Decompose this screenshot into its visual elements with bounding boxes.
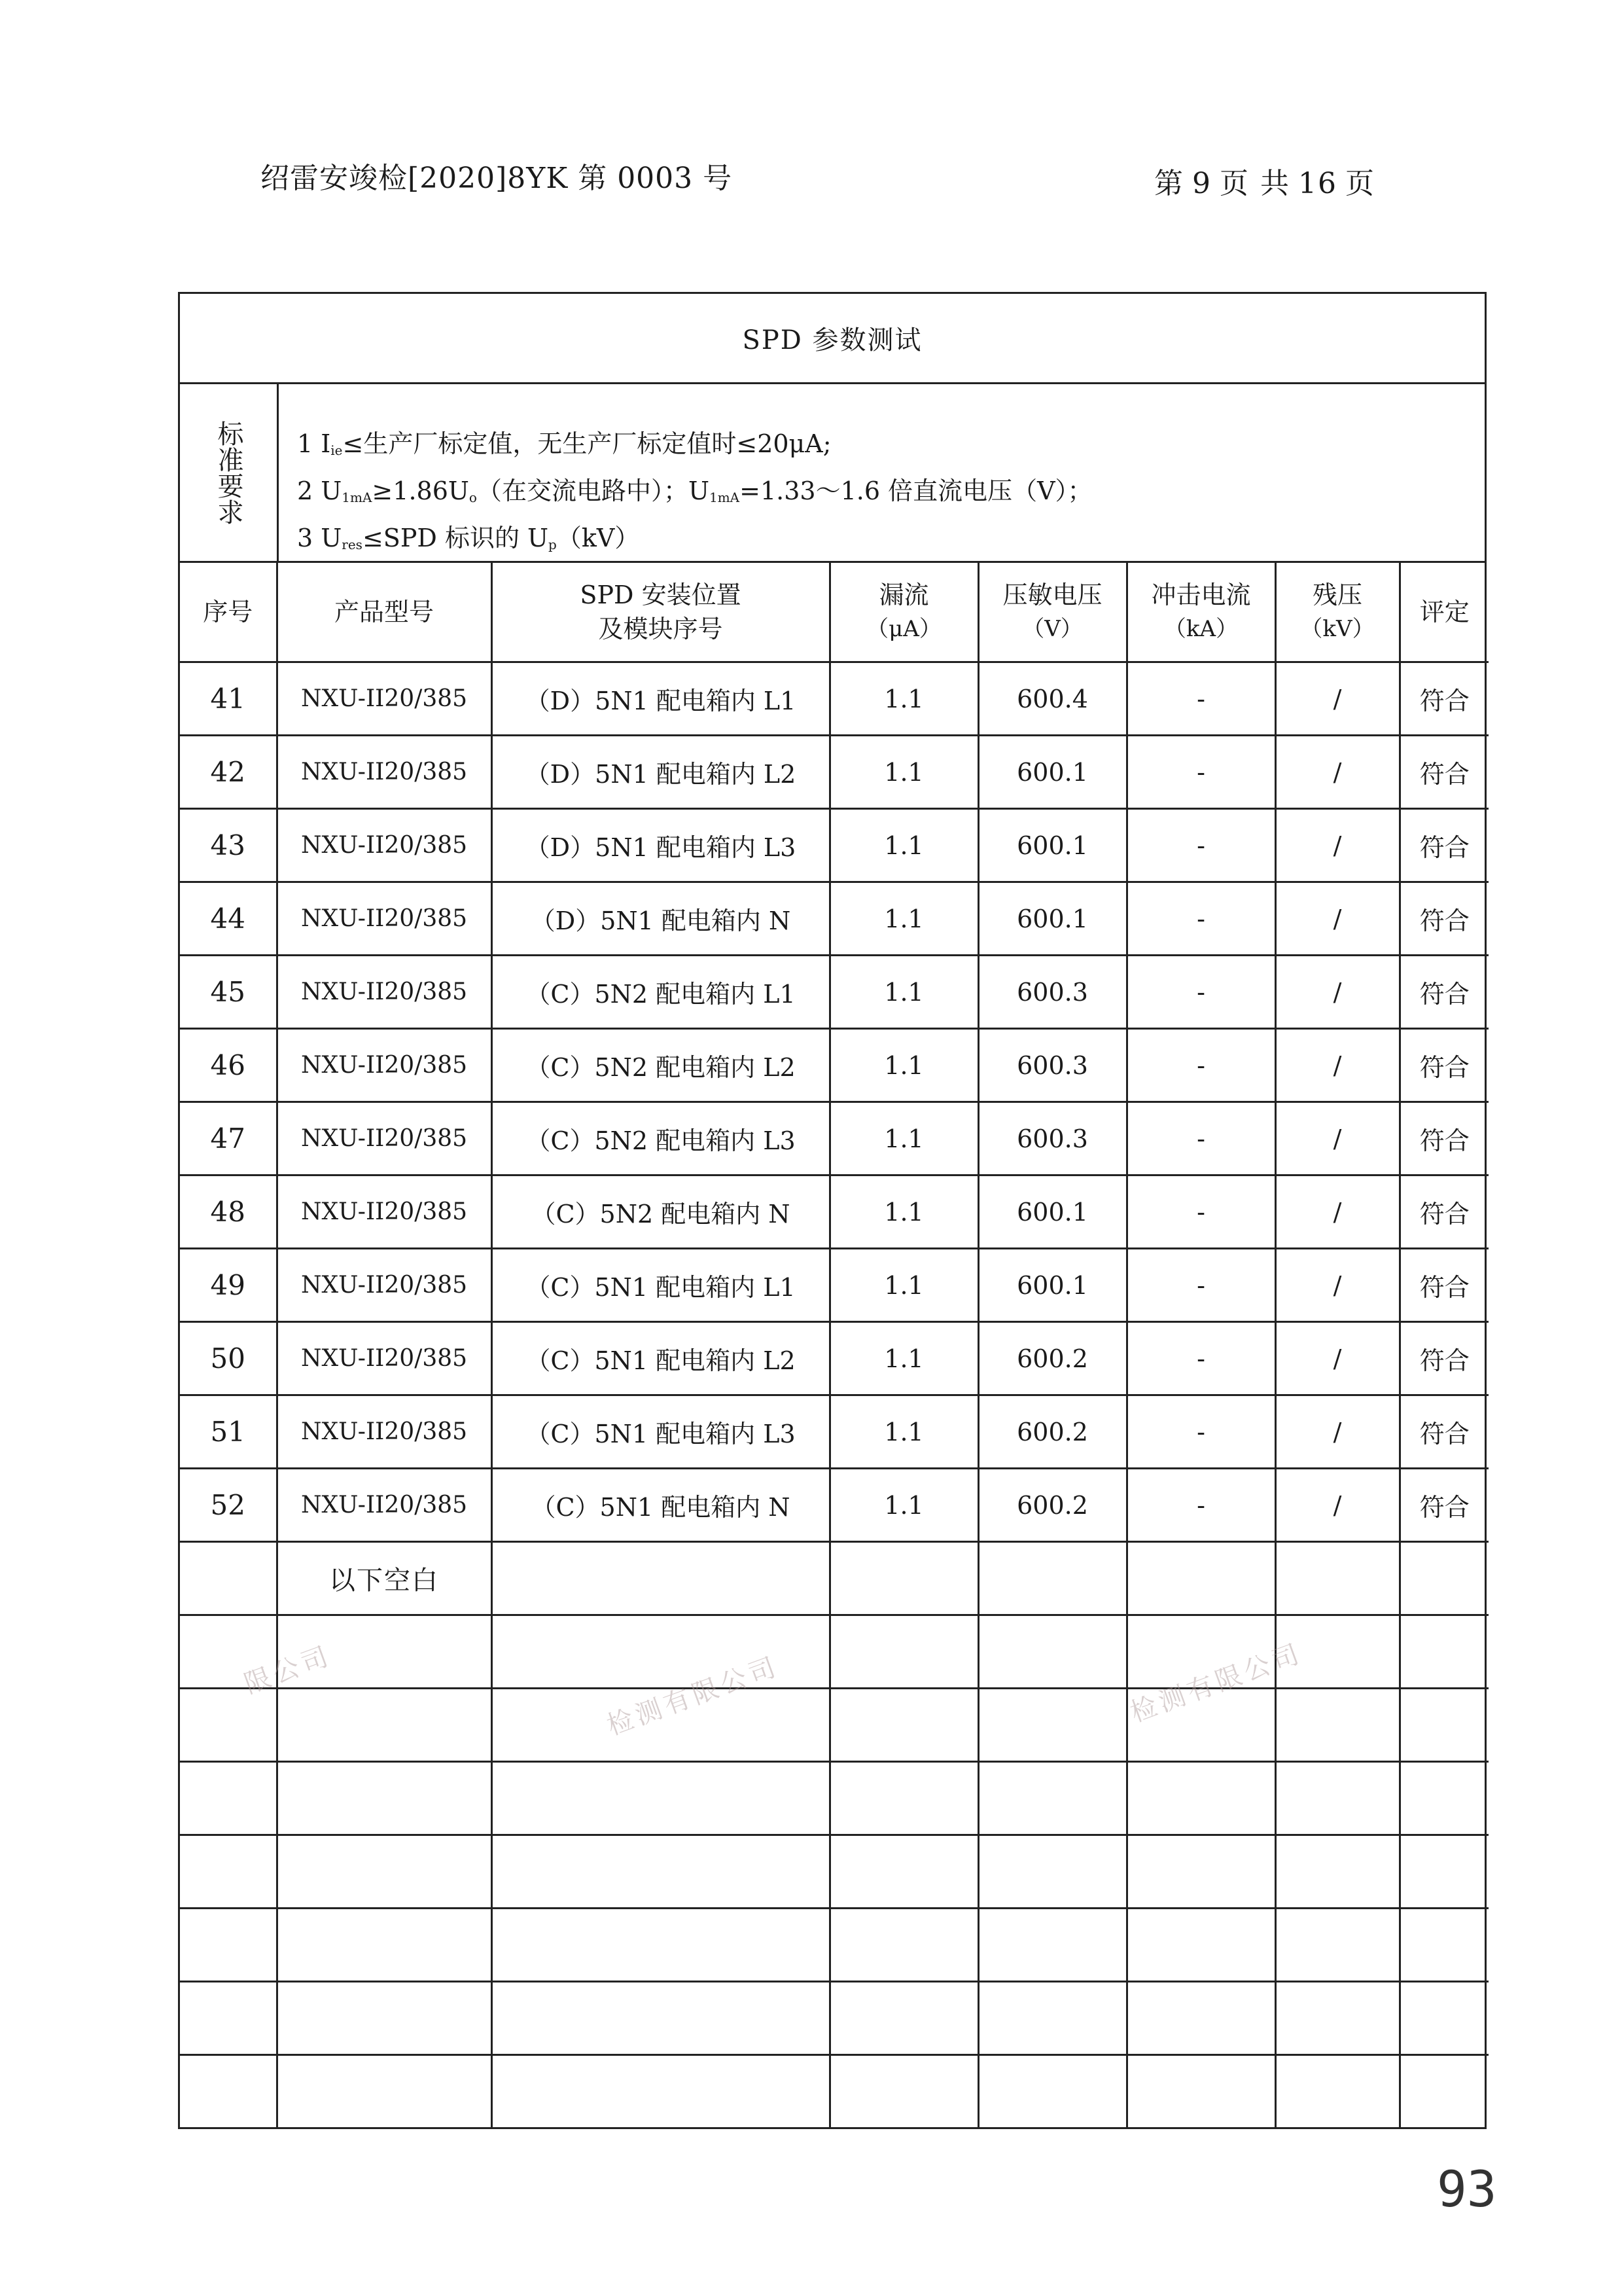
col-residual-header: 残压 （kV） (1275, 563, 1400, 662)
table-row: 43 NXU-II20/385 （D）5N1 配电箱内 L3 1.1 600.1 - / 符合 (180, 809, 1489, 882)
empty-row (180, 1982, 1489, 2055)
faded-seal-stamp: 检测有限公司 (1126, 1638, 1307, 1729)
col-seq-header: 序号 (180, 563, 277, 662)
empty-row (180, 1689, 1489, 1762)
table-row: 41 NXU-II20/385 （D）5N1 配电箱内 L1 1.1 600.4 - / 符合 (180, 662, 1489, 736)
table-row: 45 NXU-II20/385 （C）5N2 配电箱内 L1 1.1 600.3 - / 符合 (180, 956, 1489, 1029)
table-row: 47 NXU-II20/385 （C）5N2 配电箱内 L3 1.1 600.3 - / 符合 (180, 1102, 1489, 1175)
standard-requirements (180, 384, 1485, 563)
table-row: 42 NXU-II20/385 （D）5N1 配电箱内 L2 1.1 600.1 - / 符合 (180, 736, 1489, 809)
page-indicator (1150, 160, 1379, 202)
table-row: 46 NXU-II20/385 （C）5N2 配电箱内 L2 1.1 600.3 - / 符合 (180, 1029, 1489, 1102)
standard-label: 标准要求 (213, 420, 243, 525)
col-varistor-header: 压敏电压 （V） (978, 563, 1127, 662)
table-row: 50 NXU-II20/385 （C）5N1 配电箱内 L2 1.1 600.2 - / 符合 (180, 1322, 1489, 1395)
faded-seal-stamp: 限公司 (240, 1640, 336, 1700)
standard-line-3: 3 $U_{res}\le SPD$ 标识的 $U_p(kV)$ (297, 524, 640, 552)
page-mid: 页 共 (1220, 167, 1290, 200)
spd-test-form (178, 292, 1487, 2129)
standard-label-cell (180, 384, 279, 561)
table-row: 48 NXU-II20/385 （C）5N2 配电箱内 N 1.1 600.1 - / 符合 (180, 1175, 1489, 1249)
table-row: 51 NXU-II20/385 （C）5N1 配电箱内 L3 1.1 600.2 - / 符合 (180, 1395, 1489, 1469)
table-header-row (180, 563, 1489, 662)
table-row: 44 NXU-II20/385 （D）5N1 配电箱内 N 1.1 600.1 - / 符合 (180, 882, 1489, 956)
empty-row (180, 2055, 1489, 2128)
col-impulse-header: 冲击电流 （kA） (1127, 563, 1275, 662)
empty-row (180, 1762, 1489, 1835)
empty-row (180, 1909, 1489, 1982)
page-suffix: 页 (1345, 167, 1375, 200)
section-title: SPD 参数测试 (180, 294, 1485, 384)
faded-seal-stamp: 检测有限公司 (603, 1651, 783, 1742)
empty-row (180, 1835, 1489, 1909)
col-verdict-header: 评定 (1400, 563, 1489, 662)
col-location-header: SPD 安装位置 及模块序号 (491, 563, 830, 662)
col-leak-header: 漏流 （μA） (830, 563, 978, 662)
blank-note: 以下空白 (277, 1542, 491, 1615)
col-model-header: 产品型号 (277, 563, 491, 662)
standard-line-1: 1 $I_{ie}\le$生产厂标定值，无生产厂标定值时≤20μA; (297, 429, 832, 458)
table-row: 52 NXU-II20/385 （C）5N1 配电箱内 N 1.1 600.2 - / 符合 (180, 1469, 1489, 1542)
blank-note-row (180, 1542, 1489, 1615)
page-total: 16 (1298, 167, 1337, 200)
page-number: 93 (1437, 2160, 1497, 2218)
standard-text (279, 384, 1485, 561)
page-prefix: 第 (1154, 167, 1184, 200)
table-row: 49 NXU-II20/385 （C）5N1 配电箱内 L1 1.1 600.1 - / 符合 (180, 1249, 1489, 1322)
standard-line-2: 2 $U_{1mA}\ge 1.86U_o$（在交流电路中）；$U_{1mA}=1.33\sim 1.6$ 倍直流电压（V）； (297, 476, 1093, 505)
page-current: 9 (1192, 167, 1212, 200)
spd-results-table (180, 563, 1489, 2127)
document-number: 绍雷安竣检[2020]8YK 第 0003 号 (260, 162, 733, 195)
